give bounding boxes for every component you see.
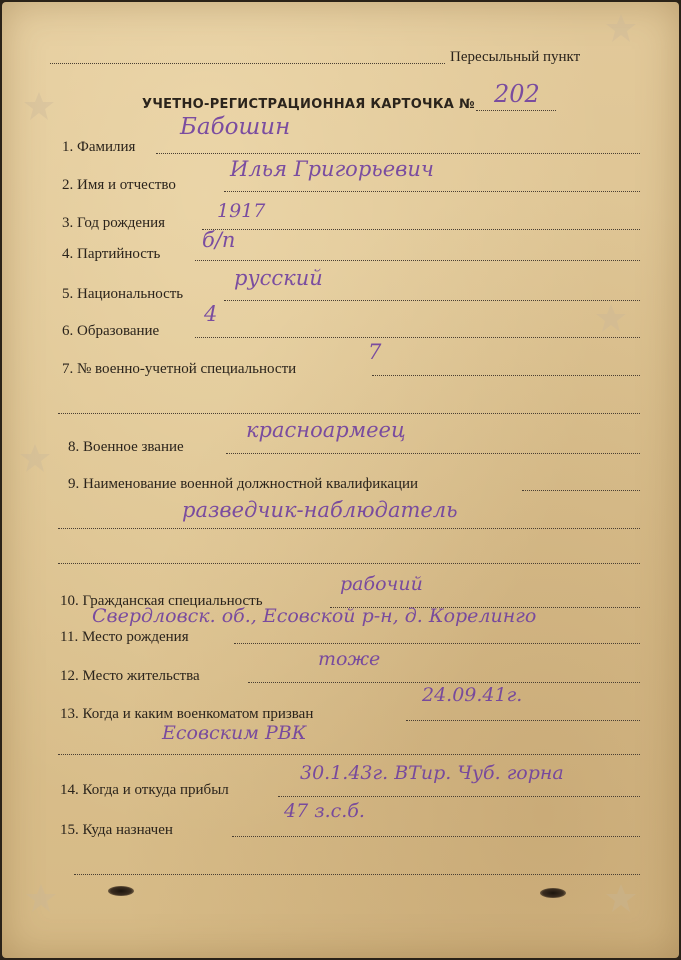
watermark-stamp-icon	[602, 12, 640, 46]
field-education-label: 6. Образование	[62, 323, 160, 339]
field-nationality-label: 5. Национальность	[62, 286, 184, 302]
watermark-stamp-icon	[602, 882, 640, 916]
field-civil-specialty-value: рабочий	[340, 573, 423, 595]
punch-hole-right	[540, 888, 566, 898]
field-specialty-number-label: 7. № военно-учетной специальности	[62, 361, 297, 377]
watermark-stamp-icon	[22, 882, 60, 916]
field-surname-line	[156, 153, 640, 154]
field-rank-line	[226, 453, 640, 454]
field-party-line	[195, 260, 640, 261]
field-education-line	[195, 337, 640, 338]
field-extra-line-3	[74, 874, 640, 875]
field-surname-value: Бабошин	[180, 114, 291, 140]
field-rank-value: красноармеец	[246, 418, 406, 442]
field-birth-year-label: 3. Год рождения	[62, 215, 166, 231]
punch-hole-left	[108, 886, 134, 896]
field-party-value: б/п	[202, 228, 236, 252]
field-surname-label: 1. Фамилия	[62, 139, 136, 155]
field-drafted-label: 13. Когда и каким военкоматом призван	[60, 706, 314, 722]
field-assigned-line	[232, 836, 640, 837]
watermark-stamp-icon	[16, 442, 54, 476]
field-qualification-line-2	[58, 528, 640, 529]
field-nationality-line	[224, 300, 640, 301]
field-arrived-label: 14. Когда и откуда прибыл	[60, 782, 229, 798]
field-qualification-value: разведчик-наблюдатель	[182, 498, 458, 522]
field-nationality-value: русский	[234, 266, 323, 290]
field-qualification-line	[522, 490, 640, 491]
field-education-value: 4	[204, 302, 218, 326]
field-assigned-value: 47 з.с.б.	[284, 800, 365, 822]
transit-point-line	[50, 63, 445, 64]
field-birth-year-value: 1917	[217, 200, 266, 222]
field-assigned-label: 15. Куда назначен	[60, 822, 173, 838]
card-title: УЧЕТНО-РЕГИСТРАЦИОННАЯ КАРТОЧКА №	[142, 97, 475, 112]
field-residence-line	[248, 682, 640, 683]
field-party-label: 4. Партийность	[62, 246, 161, 262]
field-residence-label: 12. Место жительства	[60, 668, 200, 684]
watermark-stamp-icon	[592, 302, 630, 336]
watermark-stamp-icon	[20, 90, 58, 124]
field-civil-specialty-label: 10. Гражданская специальность	[60, 593, 263, 609]
field-qualification-label: 9. Наименование военной должностной квалификации	[68, 476, 419, 492]
field-specialty-number-value: 7	[368, 340, 382, 364]
field-birthplace-line	[234, 643, 640, 644]
transit-point-label: Пересыльный пункт	[450, 49, 581, 65]
field-name-line	[224, 191, 640, 192]
card-number-line	[476, 110, 556, 111]
field-drafted-line-2	[58, 754, 640, 755]
field-arrived-value: 30.1.43г. ВТир. Чуб. горна	[300, 762, 564, 784]
field-rank-label: 8. Военное звание	[68, 439, 184, 455]
field-arrived-line	[278, 796, 640, 797]
field-residence-value: тоже	[318, 648, 381, 670]
registration-card	[2, 2, 679, 958]
card-number-value: 202	[494, 80, 540, 108]
field-extra-line-2	[58, 563, 640, 564]
field-drafted-date-value: 24.09.41г.	[422, 684, 523, 706]
field-name-label: 2. Имя и отчество	[62, 177, 176, 193]
field-birthplace-label: 11. Место рождения	[60, 629, 189, 645]
field-birth-year-line	[202, 229, 640, 230]
field-specialty-number-line	[372, 375, 640, 376]
field-drafted-office-value: Есовским РВК	[162, 722, 307, 744]
field-drafted-line	[406, 720, 640, 721]
field-birthplace-value: Свердловск. об., Есовской р-н, д. Корелинго	[92, 605, 537, 627]
field-name-value: Илья Григорьевич	[230, 157, 434, 181]
field-extra-line-1	[58, 413, 640, 414]
